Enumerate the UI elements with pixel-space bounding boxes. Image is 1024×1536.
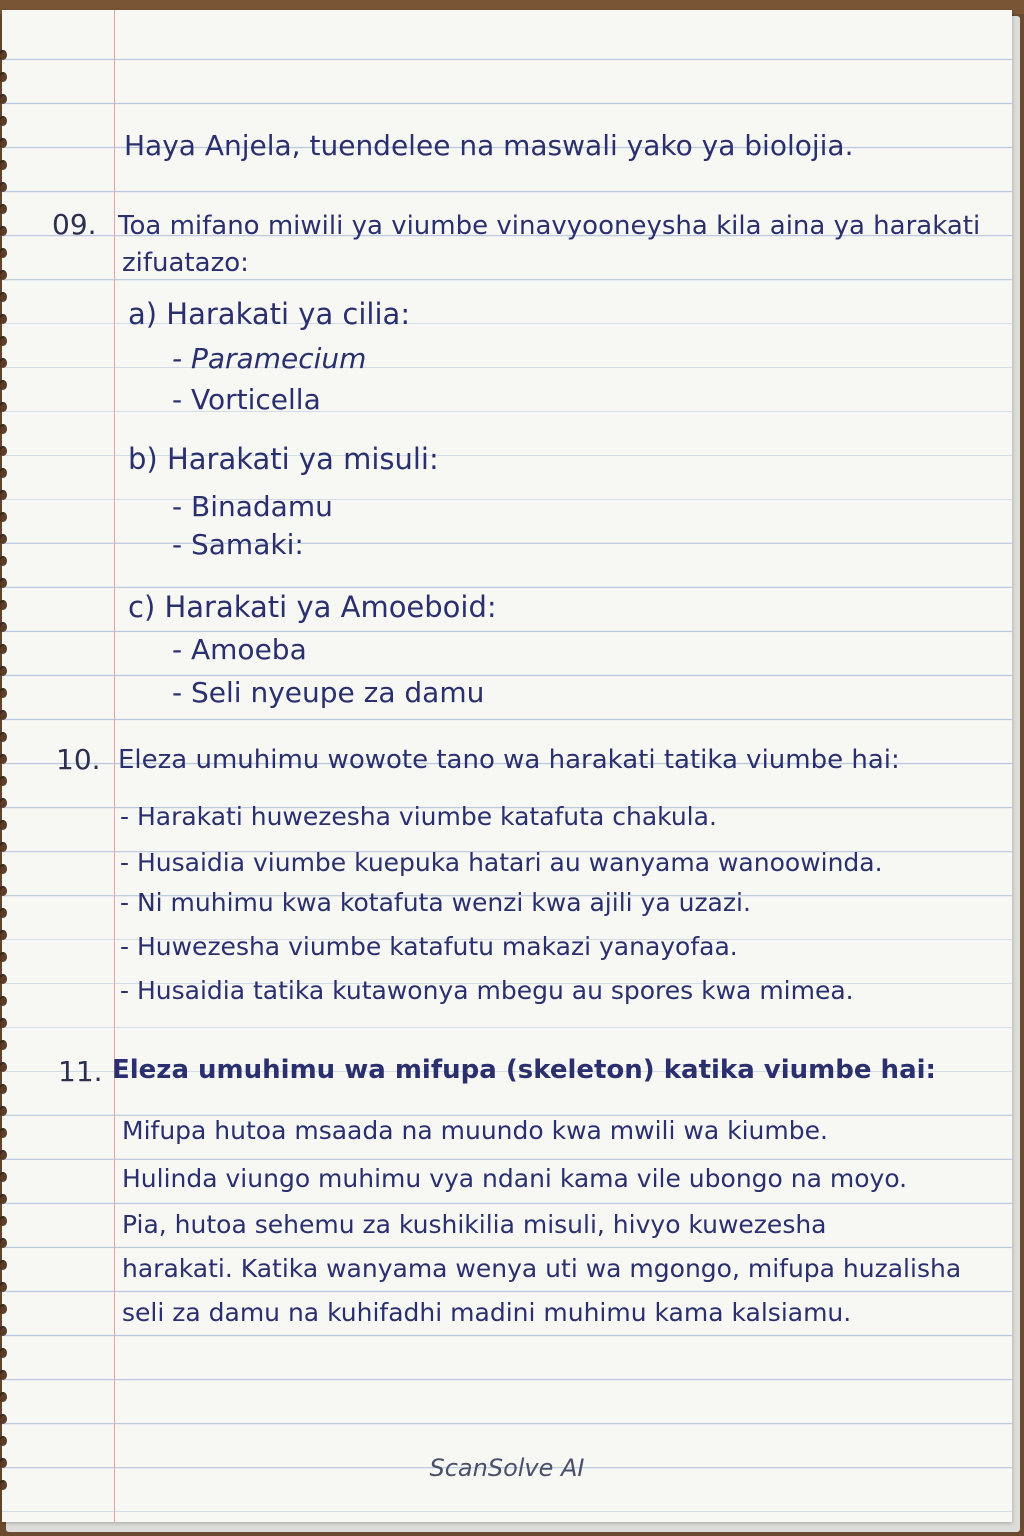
- q9b-title: b) Harakati ya misuli:: [128, 442, 439, 476]
- q10-question: Eleza umuhimu wowote tano wa harakati tatika viumbe hai:: [118, 745, 900, 775]
- binding-ring: [0, 424, 7, 434]
- binding-ring: [0, 1238, 7, 1248]
- binding-ring: [0, 94, 7, 104]
- q11-answer-line: Hulinda viungo muhimu vya ndani kama vile ubongo na moyo.: [122, 1164, 908, 1193]
- q11-number: 11.: [58, 1055, 103, 1088]
- q10-item: - Husaidia tatika kutawonya mbegu au spores kwa mimea.: [120, 976, 854, 1005]
- q9-number: 09.: [52, 208, 97, 241]
- binding-ring: [0, 138, 7, 148]
- binding-ring: [0, 402, 7, 412]
- binding-ring: [0, 798, 7, 808]
- binding-ring: [0, 622, 7, 632]
- q11-answer-line: Pia, hutoa sehemu za kushikilia misuli, hivyo kuwezesha: [122, 1210, 827, 1239]
- binding-ring: [0, 116, 7, 126]
- binding-ring: [0, 666, 7, 676]
- binding-ring: [0, 886, 7, 896]
- binding-ring: [0, 314, 7, 324]
- binding-ring: [0, 732, 7, 742]
- binding-ring: [0, 1128, 7, 1138]
- binding-ring: [0, 50, 7, 60]
- binding-ring: [0, 1260, 7, 1270]
- binding-ring: [0, 380, 7, 390]
- binding-ring: [0, 1172, 7, 1182]
- binding-ring: [0, 600, 7, 610]
- q9c-title: c) Harakati ya Amoeboid:: [128, 590, 497, 624]
- binding-ring: [0, 1392, 7, 1402]
- binding-ring: [0, 688, 7, 698]
- q9c-item: - Seli nyeupe za damu: [172, 676, 485, 709]
- q9c-item: - Amoeba: [172, 633, 307, 666]
- q9a-item: - Vorticella: [172, 383, 321, 416]
- binding-ring: [0, 710, 7, 720]
- q10-number: 10.: [56, 743, 101, 776]
- binding-ring: [0, 292, 7, 302]
- q11-answer-line: Mifupa hutoa msaada na muundo kwa mwili wa kiumbe.: [122, 1116, 828, 1145]
- binding-ring: [0, 1018, 7, 1028]
- q9a-title: a) Harakati ya cilia:: [128, 297, 411, 331]
- binding-ring: [0, 1062, 7, 1072]
- binding-ring: [0, 1084, 7, 1094]
- binding-ring: [0, 556, 7, 566]
- binding-ring: [0, 226, 7, 236]
- margin-line: [114, 10, 115, 1522]
- q10-item: - Harakati huwezesha viumbe katafuta chakula.: [120, 802, 717, 831]
- binding-ring: [0, 974, 7, 984]
- binding-ring: [0, 1282, 7, 1292]
- binding-ring: [0, 820, 7, 830]
- q10-item: - Huwezesha viumbe katafutu makazi yanayofaa.: [120, 932, 738, 961]
- binding-ring: [0, 754, 7, 764]
- q9-question-cont: zifuatazo:: [122, 248, 249, 278]
- binding-ring: [0, 248, 7, 258]
- q10-item: - Ni muhimu kwa kotafuta wenzi kwa ajili ya uzazi.: [120, 888, 751, 917]
- binding-ring: [0, 490, 7, 500]
- binding-ring: [0, 1194, 7, 1204]
- q11-answer-line: seli za damu na kuhifadhi madini muhimu kama kalsiamu.: [122, 1298, 852, 1327]
- watermark: ScanSolve AI: [429, 1454, 585, 1482]
- binding-ring: [0, 1370, 7, 1380]
- binding-ring: [0, 842, 7, 852]
- binding-ring: [0, 160, 7, 170]
- q9b-item: - Binadamu: [172, 490, 333, 523]
- binding-ring: [0, 996, 7, 1006]
- intro-line: Haya Anjela, tuendelee na maswali yako ya biolojia.: [124, 129, 854, 162]
- binding-ring: [0, 1436, 7, 1446]
- binding-ring: [0, 336, 7, 346]
- binding-ring: [0, 952, 7, 962]
- q11-answer-line: harakati. Katika wanyama wenya uti wa mgongo, mifupa huzalisha: [122, 1254, 962, 1283]
- binding-ring: [0, 1106, 7, 1116]
- binding-ring: [0, 1414, 7, 1424]
- binding-ring: [0, 1304, 7, 1314]
- binding-ring: [0, 204, 7, 214]
- binding-ring: [0, 358, 7, 368]
- notebook-page: [2, 10, 1012, 1522]
- binding-ring: [0, 864, 7, 874]
- binding-ring: [0, 182, 7, 192]
- binding-ring: [0, 72, 7, 82]
- q9-question: Toa mifano miwili ya viumbe vinavyooneysha kila aina ya harakati: [118, 211, 981, 241]
- binding-ring: [0, 1326, 7, 1336]
- binding-ring: [0, 1348, 7, 1358]
- binding-ring: [0, 1216, 7, 1226]
- binding-ring: [0, 930, 7, 940]
- binding-ring: [0, 1150, 7, 1160]
- q9b-item: - Samaki:: [172, 528, 304, 561]
- binding-ring: [0, 908, 7, 918]
- q11-question: Eleza umuhimu wa mifupa (skeleton) katika viumbe hai:: [112, 1055, 936, 1085]
- binding-ring: [0, 270, 7, 280]
- binding-ring: [0, 446, 7, 456]
- binding-ring: [0, 534, 7, 544]
- q10-item: - Husaidia viumbe kuepuka hatari au wanyama wanoowinda.: [120, 848, 883, 877]
- binding-ring: [0, 512, 7, 522]
- binding-ring: [0, 776, 7, 786]
- binding-ring: [0, 644, 7, 654]
- spiral-binding: [0, 50, 9, 1510]
- binding-ring: [0, 578, 7, 588]
- binding-ring: [0, 1040, 7, 1050]
- q9a-item: - Paramecium: [172, 342, 367, 375]
- binding-ring: [0, 468, 7, 478]
